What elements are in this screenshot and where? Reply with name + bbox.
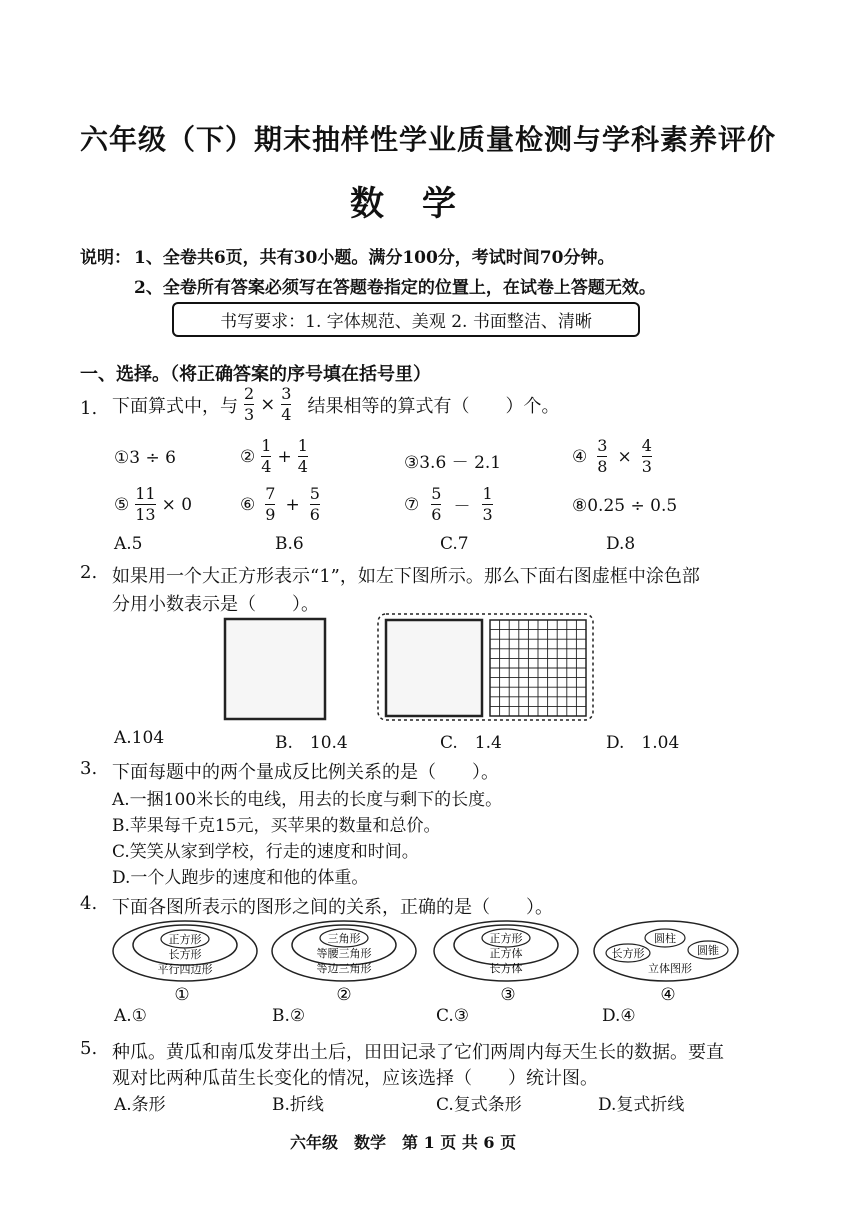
option-b: B.苹果每千克15元，买苹果的数量和总价。 (112, 816, 441, 836)
option-d: D. 1.04 (606, 733, 680, 753)
question-text: 如果用一个大正方形表示“1”，如左下图所示。那么下面右图虚框中涂色部 (112, 566, 700, 587)
question-number: 1. (80, 398, 98, 419)
question-text: 下面各图所表示的图形之间的关系，正确的是（ ）。 (112, 897, 553, 918)
middle-label: 长方形 (168, 948, 202, 961)
option-a: A.① (114, 1006, 147, 1026)
dashed-frame-figure (376, 612, 596, 724)
diagram-3 (434, 921, 578, 1005)
option-a: A.104 (114, 728, 165, 748)
outer-label: 平行四边形 (157, 963, 213, 976)
option-c: C. 1.4 (440, 733, 502, 753)
option-d: D.复式折线 (598, 1095, 685, 1115)
mark: ④ (572, 446, 588, 467)
hundredths-grid (490, 620, 586, 716)
numerator: 3 (281, 384, 292, 403)
numerator: 3 (597, 436, 608, 455)
denominator: 3 (244, 405, 255, 424)
mark: ⑥ (240, 494, 256, 515)
option-b: B.折线 (272, 1095, 324, 1115)
option-d: D.一个人跑步的速度和他的体重。 (112, 868, 369, 888)
mark: ② (240, 446, 256, 467)
fraction (265, 486, 275, 523)
fraction (244, 386, 254, 423)
label-a: 圆柱 (654, 932, 676, 945)
denominator: 9 (265, 505, 276, 524)
question-number: 3. (80, 758, 98, 779)
operator: + (277, 446, 292, 467)
operator: － (453, 497, 471, 517)
fraction (482, 486, 492, 523)
expr-7 (404, 486, 493, 523)
fraction (281, 386, 291, 423)
operator: × (260, 394, 276, 415)
mark: ⑤ (114, 494, 130, 515)
expr-2 (240, 438, 308, 475)
denominator: 3 (641, 457, 652, 476)
label-c: 圆锥 (697, 944, 719, 957)
denominator: 4 (297, 457, 308, 476)
operator: + (285, 494, 300, 515)
writing-requirements-box: 书写要求：1. 字体规范、美观 2. 书面整洁、清晰 (172, 302, 640, 337)
numerator: 4 (641, 436, 652, 455)
fraction (135, 486, 155, 523)
denominator: 4 (281, 405, 292, 424)
option-c: C.复式条形 (436, 1095, 522, 1115)
denominator: 8 (597, 457, 608, 476)
option-c: C.③ (436, 1006, 470, 1026)
numerator: 11 (135, 484, 156, 503)
relation-diagrams (110, 918, 750, 1008)
diagram-mark: ④ (660, 985, 676, 1005)
outer-label: 长方体 (489, 962, 523, 975)
numerator: 5 (309, 484, 320, 503)
diagram-4 (594, 921, 738, 1005)
instructions-line-1: 1、全卷共6页，共有30小题。满分100分，考试时间70分钟。 (134, 248, 615, 268)
option-c: C.笑笑从家到学校，行走的速度和时间。 (112, 842, 419, 862)
instructions-line-2: 2、全卷所有答案必须写在答题卷指定的位置上，在试卷上答题无效。 (134, 278, 656, 298)
diagram-2 (272, 921, 416, 1005)
fraction (431, 486, 441, 523)
fraction (642, 438, 652, 475)
question-text (112, 386, 559, 423)
denominator: 4 (261, 457, 272, 476)
expr-1: ①3 ÷ 6 (114, 448, 176, 468)
numerator: 2 (244, 384, 255, 403)
expr-6 (240, 486, 320, 523)
question-number: 2. (80, 562, 98, 583)
diagram-mark: ③ (500, 985, 516, 1005)
expr-3: ③3.6 － 2.1 (404, 453, 502, 473)
numerator: 1 (297, 436, 308, 455)
denominator: 6 (431, 505, 442, 524)
middle-label: 等腰三角形 (316, 947, 372, 960)
mark: ⑦ (404, 494, 420, 515)
option-d: D.8 (606, 534, 636, 554)
option-a: A.5 (114, 534, 143, 554)
option-d: D.④ (602, 1006, 636, 1026)
numerator: 1 (482, 484, 493, 503)
question-text: 种瓜。黄瓜和南瓜发芽出土后，田田记录了它们两周内每天生长的数据。要直 (112, 1042, 724, 1063)
subject-title: 数学 (350, 184, 494, 224)
question-number: 5. (80, 1038, 98, 1059)
question-text: 下面每题中的两个量成反比例关系的是（ ）。 (112, 762, 499, 783)
option-a: A.一捆100米长的电线，用去的长度与剩下的长度。 (112, 790, 503, 810)
denominator: 3 (482, 505, 493, 524)
unit-square (225, 619, 325, 719)
inner-label: 正方形 (489, 932, 523, 945)
diagram-mark: ② (336, 985, 352, 1005)
section-heading: 一、选择。（将正确答案的序号填在括号里） (80, 364, 431, 385)
instructions-label: 说明： (80, 248, 131, 268)
page-title: 六年级（下）期末抽样性学业质量检测与学科素养评价 (80, 123, 777, 156)
question-text: 观对比两种瓜苗生长变化的情况，应该选择（ ）统计图。 (112, 1068, 598, 1089)
expr-5 (114, 486, 192, 523)
label-b: 长方形 (611, 947, 645, 960)
question-text-part: 下面算式中，与 (112, 395, 238, 417)
inner-label: 三角形 (327, 932, 361, 945)
operator: × (617, 446, 632, 467)
fraction (298, 438, 308, 475)
middle-label: 正方体 (489, 947, 523, 960)
fraction (310, 486, 320, 523)
numerator: 1 (261, 436, 272, 455)
fraction (597, 438, 607, 475)
diagram-mark: ① (174, 985, 190, 1005)
fraction (261, 438, 271, 475)
option-b: B.② (272, 1006, 306, 1026)
outer-label: 立体图形 (648, 962, 692, 975)
denominator: 6 (309, 505, 320, 524)
option-b: B.6 (275, 534, 304, 554)
outer-label: 等边三角形 (316, 962, 372, 975)
question-text-part: 结果相等的算式有（ ）个。 (307, 395, 560, 417)
unit-square-figure (222, 616, 328, 722)
full-square (386, 620, 482, 716)
denominator: 13 (135, 505, 156, 524)
diagram-1 (113, 921, 257, 1005)
question-number: 4. (80, 893, 98, 914)
expr-tail: × 0 (161, 494, 193, 515)
question-text: 分用小数表示是（ ）。 (112, 594, 319, 615)
page-footer: 六年级 数学 第 1 页 共 6 页 (290, 1133, 517, 1152)
numerator: 7 (265, 484, 276, 503)
expr-4 (572, 438, 652, 475)
option-c: C.7 (440, 534, 469, 554)
option-b: B. 10.4 (275, 733, 348, 753)
expr-8: ⑧0.25 ÷ 0.5 (572, 496, 678, 516)
numerator: 5 (431, 484, 442, 503)
option-a: A.条形 (114, 1095, 166, 1115)
inner-label: 正方形 (168, 933, 202, 946)
